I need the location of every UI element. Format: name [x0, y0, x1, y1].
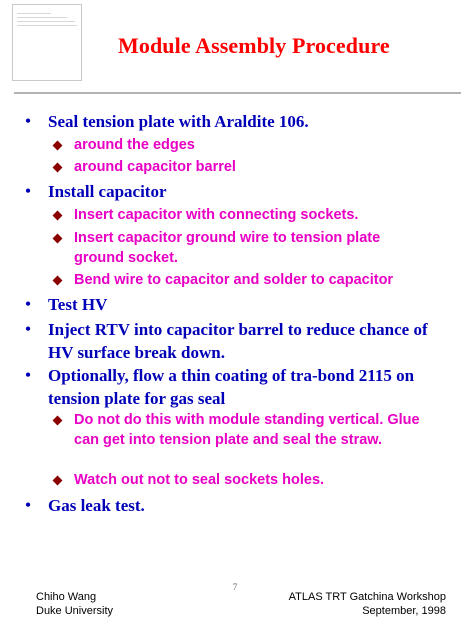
bullet-dot-icon: •	[25, 321, 31, 338]
bullet-text: Optionally, flow a thin coating of tra-bond 2115 on tension plate for gas seal	[48, 366, 415, 408]
bullet-item	[25, 318, 453, 364]
sub-bullet-item	[74, 410, 434, 450]
page-number: 7	[232, 582, 238, 592]
bullet-dot-icon: •	[25, 113, 31, 130]
slide-title: Module Assembly Procedure	[118, 33, 390, 58]
footer-affiliation: Duke University	[36, 605, 114, 617]
sub-bullet-item	[74, 270, 434, 290]
diamond-icon	[53, 141, 63, 151]
diamond-icon	[53, 234, 63, 244]
sub-bullet-item	[74, 135, 434, 155]
placeholder-line	[17, 21, 75, 22]
sub-bullet-item	[74, 157, 434, 177]
title-divider	[14, 92, 461, 94]
sub-bullet-text: around the edges	[74, 137, 195, 153]
diamond-icon	[53, 416, 63, 426]
sub-bullet-item	[74, 228, 434, 268]
bullet-text: Install capacitor	[48, 182, 167, 201]
bullet-dot-icon: •	[25, 183, 31, 200]
footer-right	[289, 590, 446, 618]
diamond-icon	[53, 276, 63, 286]
bullet-text: Test HV	[48, 295, 108, 314]
bullet-item	[25, 494, 453, 517]
bullet-item	[25, 180, 453, 203]
bullet-item	[25, 110, 453, 133]
sub-bullet-text: Insert capacitor ground wire to tension plate ground socket.	[74, 230, 381, 266]
sub-bullet-text: Do not do this with module standing vertical. Glue can get into tension plate and seal the straw.	[74, 412, 420, 448]
footer-author: Chiho Wang	[36, 591, 97, 603]
footer-date: September, 1998	[362, 605, 446, 617]
footer-left	[36, 590, 113, 618]
bullet-item	[25, 293, 453, 316]
sub-bullet-item	[74, 470, 434, 490]
bullet-item	[25, 364, 453, 410]
sub-bullet-item	[74, 205, 434, 225]
sub-bullet-text: Bend wire to capacitor and solder to capacitor	[74, 272, 394, 288]
bullet-text: Seal tension plate with Araldite 106.	[48, 112, 309, 131]
placeholder-line	[17, 17, 67, 18]
diamond-icon	[53, 163, 63, 173]
placeholder-line	[17, 25, 77, 26]
bullet-text: Inject RTV into capacitor barrel to reduce chance of HV surface break down.	[48, 320, 428, 362]
footer-event: ATLAS TRT Gatchina Workshop	[288, 591, 446, 603]
placeholder-image	[12, 4, 82, 81]
bullet-dot-icon: •	[25, 296, 31, 313]
sub-bullet-text: Watch out not to seal sockets holes.	[74, 472, 325, 488]
diamond-icon	[53, 476, 63, 486]
sub-bullet-text: around capacitor barrel	[74, 159, 236, 175]
placeholder-line	[17, 13, 51, 14]
diamond-icon	[53, 211, 63, 221]
bullet-dot-icon: •	[25, 367, 31, 384]
bullet-text: Gas leak test.	[48, 496, 145, 515]
bullet-dot-icon: •	[25, 497, 31, 514]
sub-bullet-text: Insert capacitor with connecting sockets.	[74, 207, 359, 223]
